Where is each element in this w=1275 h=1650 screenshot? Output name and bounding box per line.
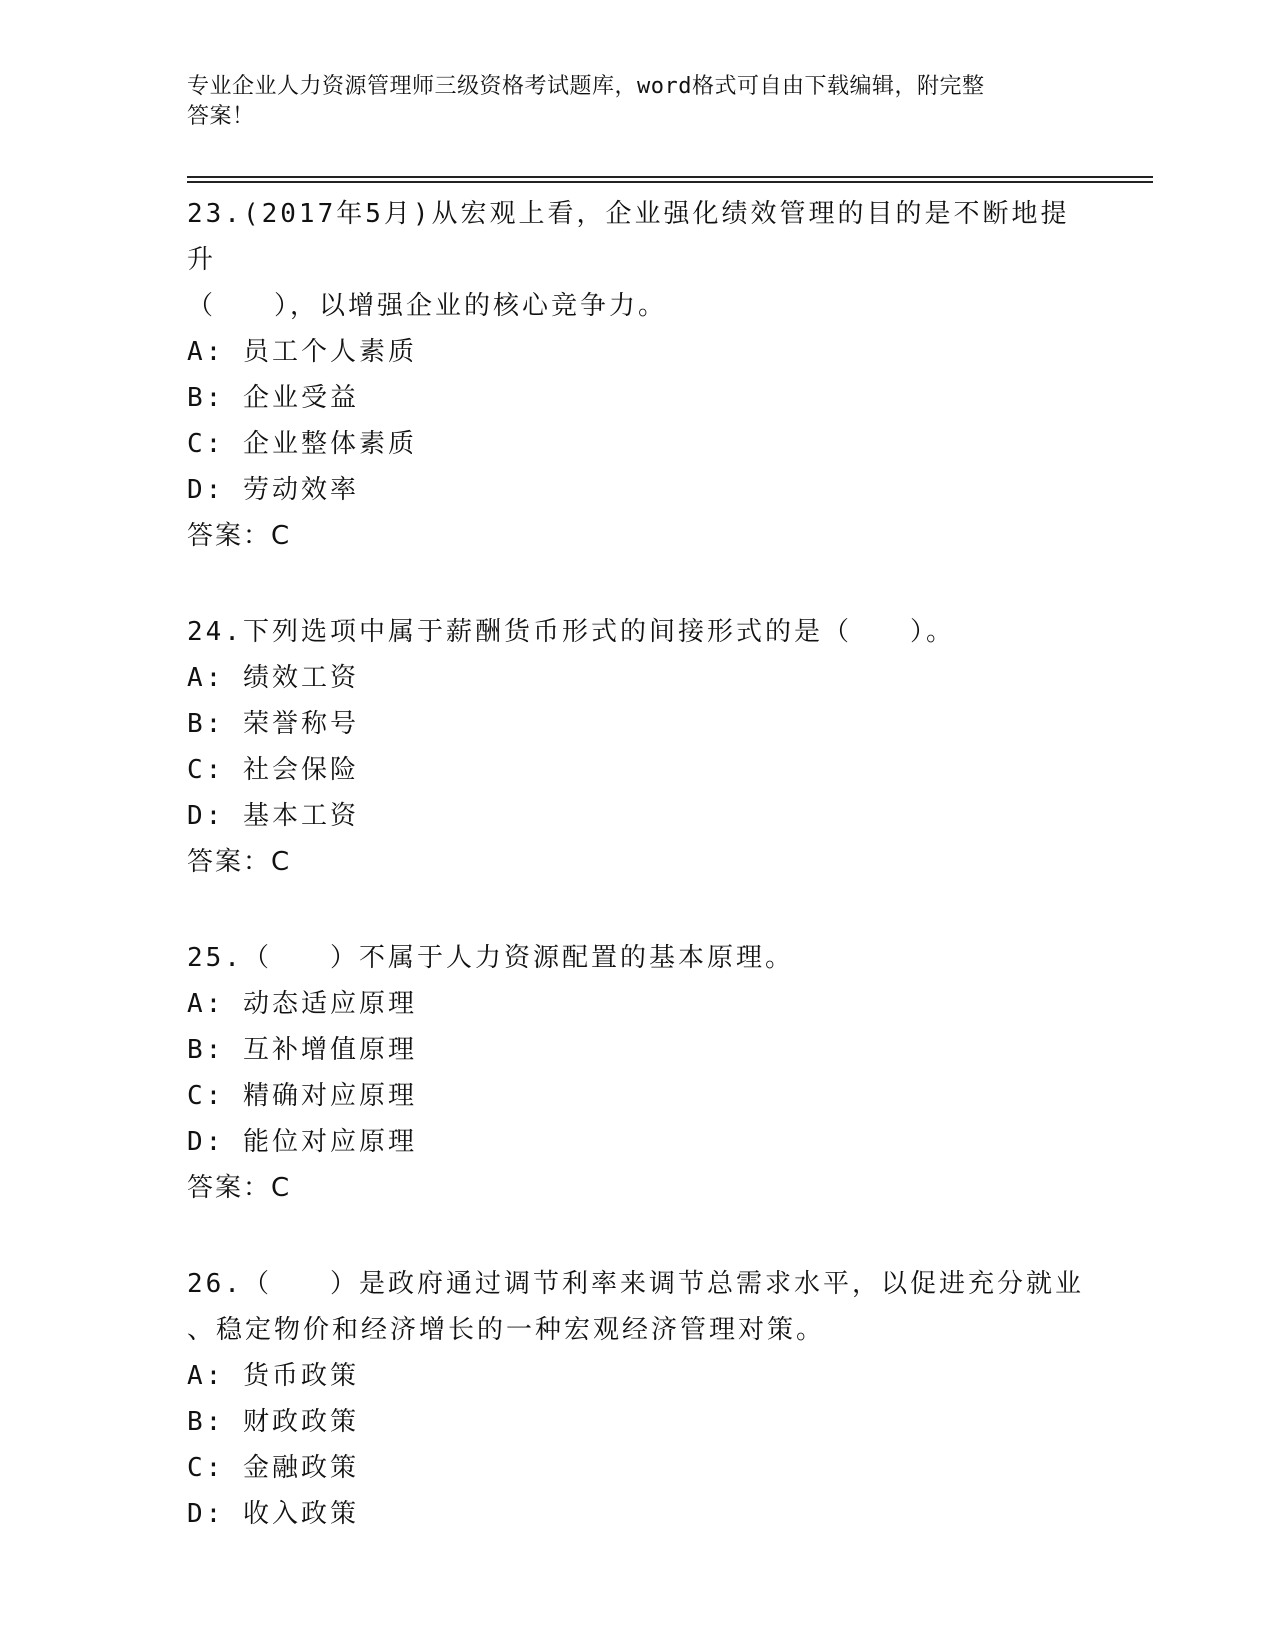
option-b: B: 互补增值原理 [187,1035,417,1065]
question-stem-line-2: （ ），以增强企业的核心竞争力。 [187,291,668,321]
header-divider-bottom [187,181,1153,183]
question-stem-line-1: 25.（ ）不属于人力资源配置的基本原理。 [187,943,794,973]
question-25 [187,935,1087,1211]
header-line-1: 专业企业人力资源管理师三级资格考试题库，word格式可自由下载编辑，附完整 [187,74,985,99]
question-stem-line-1: 26.（ ）是政府通过调节利率来调节总需求水平，以促进充分就业 [187,1269,1084,1299]
option-a: A: 绩效工资 [187,663,359,693]
option-c: C: 企业整体素质 [187,429,417,459]
header-divider-top [187,176,1153,178]
option-a: A: 员工个人素质 [187,337,417,367]
question-26 [187,1261,1087,1537]
question-23 [187,191,1087,559]
option-b: B: 企业受益 [187,383,359,413]
option-d: D: 基本工资 [187,801,359,831]
option-c: C: 精确对应原理 [187,1081,417,1111]
option-c: C: 金融政策 [187,1453,359,1483]
question-stem-line-1: 23.(2017年5月)从宏观上看，企业强化绩效管理的目的是不断地提升 [187,199,1070,275]
answer: 答案：C [187,521,292,551]
option-b: B: 财政政策 [187,1407,359,1437]
answer: 答案：C [187,847,292,877]
option-d: D: 能位对应原理 [187,1127,417,1157]
question-24 [187,609,1087,885]
option-a: A: 货币政策 [187,1361,359,1391]
option-d: D: 收入政策 [187,1499,359,1529]
question-stem-line-2: 、稳定物价和经济增长的一种宏观经济管理对策。 [187,1315,826,1345]
option-c: C: 社会保险 [187,755,359,785]
question-list [187,191,1087,1587]
option-a: A: 动态适应原理 [187,989,417,1019]
document-header [187,72,1067,132]
header-line-2: 答案！ [187,104,255,129]
option-b: B: 荣誉称号 [187,709,359,739]
question-stem-line-1: 24.下列选项中属于薪酬货币形式的间接形式的是（ ）。 [187,617,955,647]
option-d: D: 劳动效率 [187,475,359,505]
answer: 答案：C [187,1173,292,1203]
